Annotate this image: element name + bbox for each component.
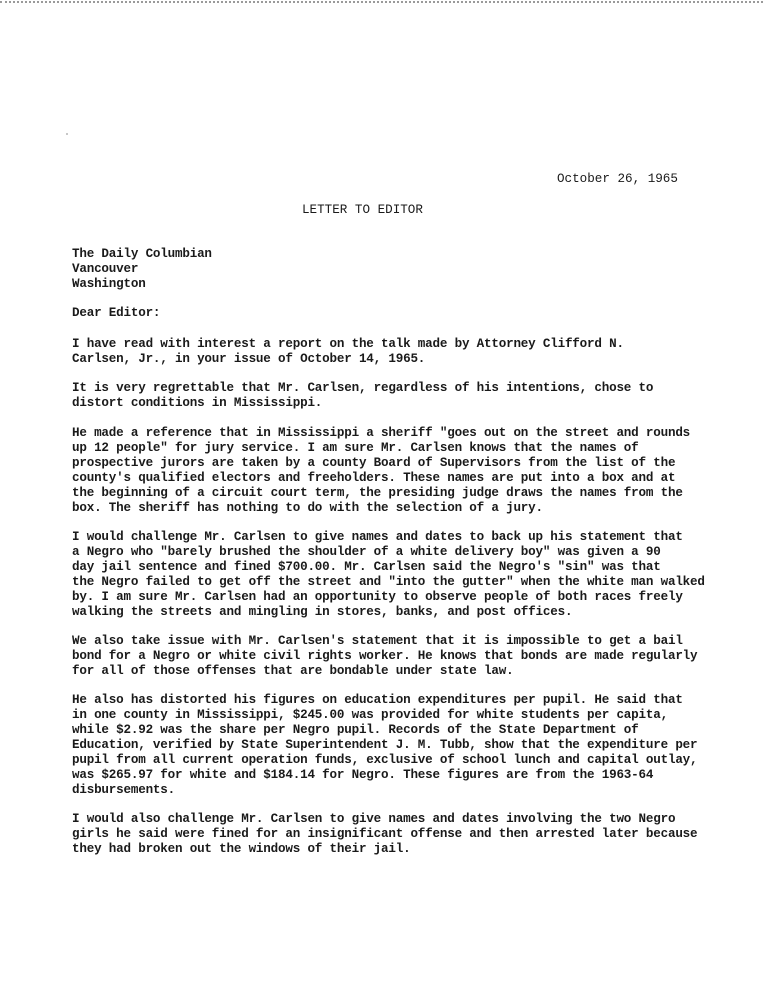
text-line: the beginning of a circuit court term, the presiding judge draws the names from the (72, 486, 683, 500)
text-line: disbursements. (72, 783, 176, 797)
paragraph-jury (72, 426, 732, 516)
letter-heading: LETTER TO EDITOR (302, 203, 423, 217)
text-line: a Negro who "barely brushed the shoulder of a white delivery boy" was given a 90 (72, 545, 661, 559)
paper-speck (66, 133, 68, 135)
text-line: in one county in Mississippi, $245.00 was provided for white students per capita, (72, 708, 668, 722)
text-line: day jail sentence and fined $700.00. Mr. Carlsen said the Negro's "sin" was that (72, 560, 661, 574)
text-line: prospective jurors are taken by a county Board of Supervisors from the list of the (72, 456, 676, 470)
paragraph-bail (72, 634, 732, 679)
address-line: The Daily Columbian (72, 247, 212, 261)
text-line: they had broken out the windows of their jail. (72, 842, 411, 856)
text-line: pupil from all current operation funds, exclusive of school lunch and capital outlay, (72, 753, 698, 767)
text-line: county's qualified electors and freeholders. These names are put into a box and at (72, 471, 676, 485)
text-line: the Negro failed to get off the street and "into the gutter" when the white man walked (72, 575, 705, 589)
text-line: We also take issue with Mr. Carlsen's statement that it is impossible to get a bail (72, 634, 683, 648)
page-top-border (0, 1, 763, 3)
text-line: by. I am sure Mr. Carlsen had an opportunity to observe people of both races freely (72, 590, 683, 604)
text-line: It is very regrettable that Mr. Carlsen, regardless of his intentions, chose to (72, 381, 654, 395)
paragraph-challenge (72, 530, 732, 620)
address-line: Vancouver (72, 262, 139, 276)
text-line: box. The sheriff has nothing to do with the selection of a jury. (72, 501, 543, 515)
paragraph-education (72, 693, 732, 798)
text-line: I would challenge Mr. Carlsen to give names and dates to back up his statement that (72, 530, 683, 544)
text-line: He also has distorted his figures on education expenditures per pupil. He said that (72, 693, 683, 707)
text-line: He made a reference that in Mississippi a sheriff "goes out on the street and rounds (72, 426, 691, 440)
text-line: up 12 people" for jury service. I am sure Mr. Carlsen knows that the names of (72, 441, 639, 455)
paragraph-regret (72, 381, 732, 411)
text-line: for all of those offenses that are bondable under state law. (72, 664, 514, 678)
salutation: Dear Editor: (72, 306, 161, 320)
paragraph-intro (72, 337, 732, 367)
text-line: while $2.92 was the share per Negro pupil. Records of the State Department of (72, 723, 639, 737)
text-line: walking the streets and mingling in stores, banks, and post offices. (72, 605, 573, 619)
text-line: bond for a Negro or white civil rights worker. He knows that bonds are made regularly (72, 649, 698, 663)
text-line: I would also challenge Mr. Carlsen to give names and dates involving the two Negro (72, 812, 676, 826)
text-line: Carlsen, Jr., in your issue of October 14, 1965. (72, 352, 426, 366)
text-line: girls he said were fined for an insignificant offense and then arrested later because (72, 827, 698, 841)
text-line: I have read with interest a report on the talk made by Attorney Clifford N. (72, 337, 624, 351)
paragraph-girls (72, 812, 732, 857)
recipient-address (72, 247, 212, 292)
text-line: was $265.97 for white and $184.14 for Negro. These figures are from the 1963-64 (72, 768, 654, 782)
text-line: Education, verified by State Superintendent J. M. Tubb, show that the expenditure per (72, 738, 698, 752)
letter-date: October 26, 1965 (557, 172, 678, 186)
text-line: distort conditions in Mississippi. (72, 396, 323, 410)
address-line: Washington (72, 277, 146, 291)
